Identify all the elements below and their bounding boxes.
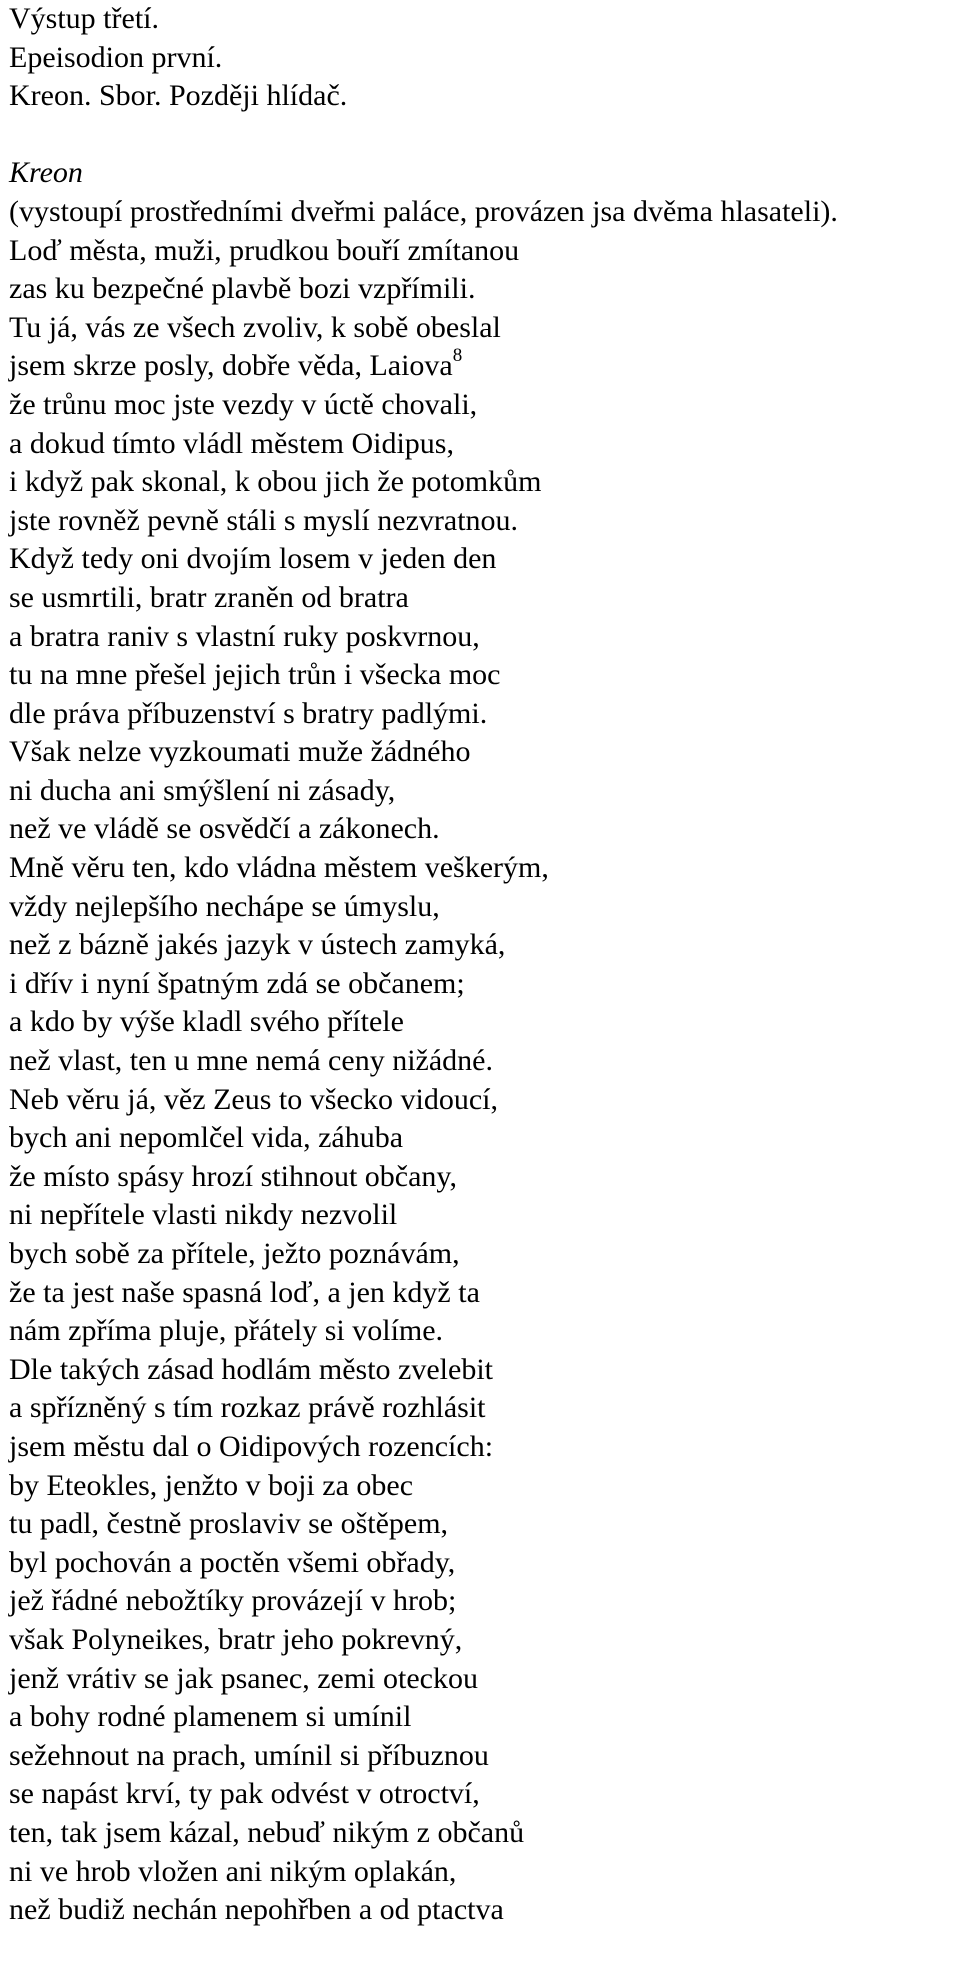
verse-line: zas ku bezpečné plavbě bozi vzpřímili.	[9, 272, 476, 306]
verse-line: a spřízněný s tím rozkaz právě rozhlásit	[9, 1391, 486, 1425]
verse-line: dle práva příbuzenství s bratry padlými.	[9, 696, 488, 730]
act-heading: Výstup třetí.	[9, 2, 159, 35]
footnote-ref: 8	[452, 345, 463, 367]
verse-line: Však nelze vyzkoumati muže žádného	[9, 735, 471, 769]
episode-heading: Epeisodion první.	[9, 40, 223, 74]
document-page	[9, 0, 949, 1930]
verse-line: že místo spásy hrozí stihnout občany,	[9, 1159, 457, 1193]
verse-line: než budiž nechán nepohřben a od ptactva	[9, 1893, 504, 1927]
verse-line: sežehnout na prach, umínil si příbuznou	[9, 1738, 489, 1772]
verse-line: Tu já, vás ze všech zvoliv, k sobě obeslal	[9, 310, 501, 344]
verse-line: jež řádné nebožtíky provázejí v hrob;	[9, 1584, 457, 1618]
verse-line-with-footnote	[9, 347, 949, 386]
verse-line: a dokud tímto vládl městem Oidipus,	[9, 426, 454, 460]
verse-line: tu na mne přešel jejich trůn i všecka moc	[9, 658, 501, 692]
blank-line	[9, 116, 949, 155]
verse-line: jste rovněž pevně stáli s myslí nezvratnou.	[9, 503, 519, 537]
verse-line: ni ve hrob vložen ani nikým oplakán,	[9, 1854, 457, 1888]
verse-line: ni ducha ani smýšlení ni zásady,	[9, 773, 396, 807]
verse-line: a bratra raniv s vlastní ruky poskvrnou,	[9, 619, 480, 653]
speaker-name: Kreon	[9, 156, 83, 190]
verse-line: byl pochován a poctěn všemi obřady,	[9, 1545, 456, 1579]
verse-line: ni nepřítele vlasti nikdy nezvolil	[9, 1198, 398, 1232]
verse-line: jenž vrátiv se jak psanec, zemi oteckou	[9, 1661, 478, 1695]
verse-line: Loď města, muži, prudkou bouří zmítanou	[9, 233, 520, 267]
verse-line: vždy nejlepšího nechápe se úmyslu,	[9, 889, 440, 923]
verse-text: jsem skrze posly, dobře věda, Laiova	[9, 349, 453, 383]
verse-line: se usmrtili, bratr zraněn od bratra	[9, 580, 409, 614]
verse-line: se napást krví, ty pak odvést v otroctví,	[9, 1777, 480, 1811]
verse-line: Mně věru ten, kdo vládna městem veškerým,	[9, 851, 549, 885]
verse-line: ten, tak jsem kázal, nebuď nikým z občanů	[9, 1815, 525, 1849]
verse-line: že ta jest naše spasná loď, a jen když ta	[9, 1275, 480, 1309]
verse-line: by Eteokles, jenžto v boji za obec	[9, 1468, 414, 1502]
verse-line: bych sobě za přítele, ježto poznávám,	[9, 1237, 460, 1270]
verse-line: že trůnu moc jste vezdy v úctě chovali,	[9, 387, 478, 421]
verse-line: jsem městu dal o Oidipových rozencích:	[9, 1429, 494, 1463]
verse-block-a	[9, 232, 949, 348]
verse-line: tu padl, čestně proslaviv se oštěpem,	[9, 1507, 449, 1541]
verse-line: než ve vládě se osvědčí a zákonech.	[9, 812, 440, 846]
verse-line: než vlast, ten u mne nemá ceny nižádné.	[9, 1044, 493, 1078]
verse-line: a kdo by výše kladl svého přítele	[9, 1005, 404, 1039]
verse-line: Neb věru já, věz Zeus to všecko vidoucí,	[9, 1082, 499, 1116]
verse-line: nám zpříma pluje, přátely si volíme.	[9, 1314, 444, 1348]
verse-block-b	[9, 386, 949, 1930]
verse-line: bych ani nepomlčel vida, záhuba	[9, 1121, 404, 1155]
verse-line: Dle takých zásad hodlám město zvelebit	[9, 1352, 493, 1386]
verse-line: Když tedy oni dvojím losem v jeden den	[9, 542, 497, 576]
stage-direction: (vystoupí prostředními dveřmi paláce, provázen jsa dvěma hlasateli).	[9, 194, 838, 228]
verse-line: i když pak skonal, k obou jich že potomkům	[9, 465, 542, 499]
verse-line: i dřív i nyní špatným zdá se občanem;	[9, 966, 465, 1000]
verse-line: než z bázně jakés jazyk v ústech zamyká,	[9, 928, 506, 962]
verse-line: a bohy rodné plamenem si umínil	[9, 1700, 412, 1734]
characters-line: Kreon. Sbor. Později hlídač.	[9, 79, 348, 113]
verse-line: však Polyneikes, bratr jeho pokrevný,	[9, 1622, 463, 1656]
